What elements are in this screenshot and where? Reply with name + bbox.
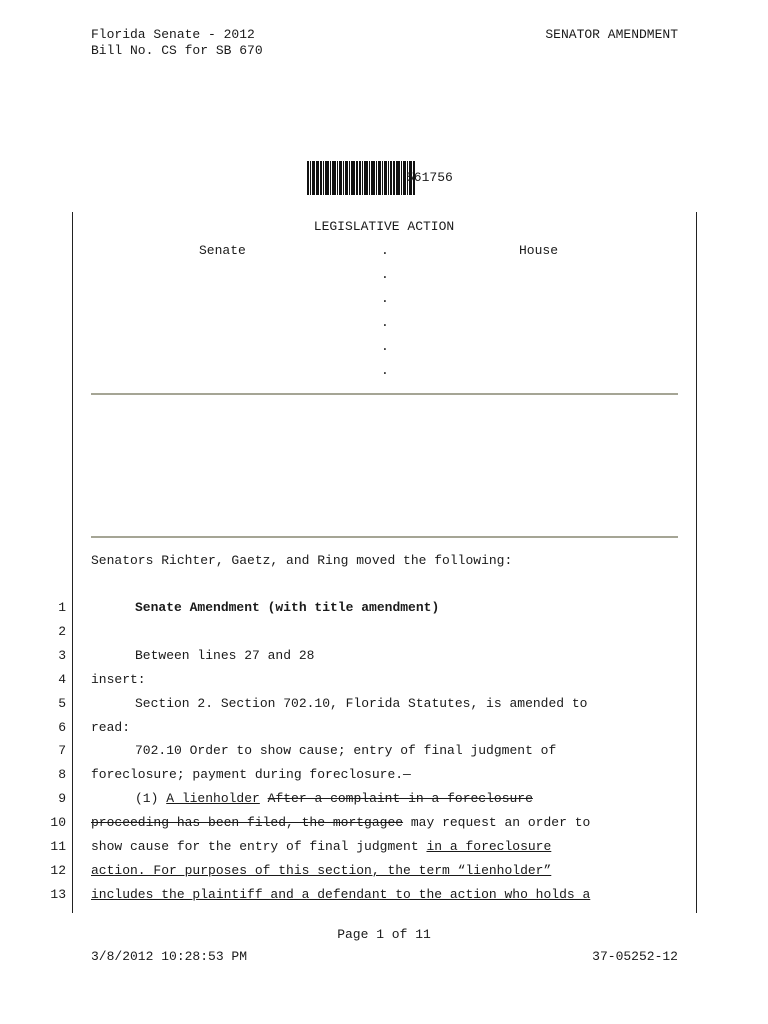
barcode-bar bbox=[327, 161, 329, 195]
barcode-bar bbox=[372, 161, 375, 195]
page-number: Page 1 of 11 bbox=[337, 927, 431, 942]
text-segment: show cause for the entry of final judgment bbox=[91, 839, 427, 854]
text-segment: Section 2. Section 702.10, Florida Statutes, is amended to bbox=[135, 695, 588, 711]
inserted-text: in a foreclosure bbox=[426, 839, 552, 854]
line-number: 10 bbox=[50, 815, 66, 831]
senate-year: Florida Senate - 2012 bbox=[91, 27, 255, 42]
action-dot: . bbox=[381, 291, 389, 306]
amendment-line bbox=[0, 863, 768, 887]
house-label: House bbox=[519, 243, 559, 258]
barcode-bar bbox=[391, 161, 392, 195]
amendment-line bbox=[0, 839, 768, 863]
legislative-action-title: LEGISLATIVE ACTION bbox=[313, 219, 455, 234]
line-text bbox=[91, 720, 130, 736]
text-segment bbox=[260, 791, 268, 806]
amendment-line bbox=[0, 696, 768, 720]
line-text bbox=[135, 743, 556, 759]
text-segment: insert: bbox=[91, 671, 146, 687]
line-number: 4 bbox=[58, 671, 66, 687]
line-number: 2 bbox=[58, 623, 66, 639]
amendment-line bbox=[0, 887, 768, 911]
amendment-line bbox=[0, 743, 768, 767]
line-number: 3 bbox=[58, 647, 66, 663]
inserted-text: includes the plaintiff and a defendant to the action who holds a bbox=[91, 886, 591, 902]
line-text bbox=[91, 815, 590, 831]
senate-label: Senate bbox=[199, 243, 246, 258]
action-dot: . bbox=[381, 363, 389, 378]
line-number: 8 bbox=[58, 767, 66, 783]
text-segment: 702.10 Order to show cause; entry of final judgment of bbox=[135, 743, 557, 759]
document-id: 37-05252-12 bbox=[592, 949, 678, 964]
barcode-bar bbox=[385, 161, 387, 195]
line-number: 6 bbox=[58, 719, 66, 735]
amendment-line bbox=[0, 815, 768, 839]
action-dot: . bbox=[381, 243, 389, 258]
amendment-line bbox=[0, 624, 768, 648]
line-text bbox=[91, 672, 146, 688]
barcode-number: 561756 bbox=[406, 170, 453, 185]
text-segment: (1) bbox=[135, 791, 167, 807]
struck-text: proceeding has been filed, the mortgagee bbox=[91, 815, 404, 831]
barcode-bar bbox=[354, 161, 355, 195]
line-number: 1 bbox=[58, 600, 66, 615]
line-text bbox=[135, 648, 314, 664]
line-number: 12 bbox=[50, 862, 66, 878]
barcode bbox=[307, 161, 416, 195]
text-segment: read: bbox=[91, 719, 131, 735]
line-text bbox=[91, 863, 551, 879]
divider bbox=[91, 393, 678, 395]
amendment-line bbox=[0, 600, 768, 624]
text-segment: foreclosure; payment during foreclosure.— bbox=[91, 767, 411, 783]
line-text bbox=[135, 600, 439, 616]
barcode-bar bbox=[335, 161, 336, 195]
line-number: 13 bbox=[50, 886, 66, 902]
line-text bbox=[135, 696, 587, 712]
action-dot: . bbox=[381, 315, 389, 330]
line-number: 5 bbox=[58, 695, 66, 711]
amendment-line bbox=[0, 672, 768, 696]
bill-number: Bill No. CS for SB 670 bbox=[91, 43, 263, 58]
amendment-line bbox=[0, 720, 768, 744]
inserted-text: action. For purposes of this section, the term “lienholder” bbox=[91, 862, 552, 878]
struck-text: After a complaint in a foreclosure bbox=[267, 791, 533, 807]
action-dot: . bbox=[381, 339, 389, 354]
movers-statement: Senators Richter, Gaetz, and Ring moved the following: bbox=[91, 553, 513, 568]
barcode-bar bbox=[321, 161, 322, 195]
barcode-bar bbox=[366, 161, 368, 195]
line-number: 11 bbox=[50, 839, 66, 854]
inserted-text: A lienholder bbox=[166, 791, 260, 807]
text-segment: Between lines 27 and 28 bbox=[135, 647, 315, 663]
line-text bbox=[91, 767, 411, 783]
line-number: 9 bbox=[58, 791, 66, 807]
divider bbox=[91, 536, 678, 538]
barcode-bar bbox=[347, 161, 348, 195]
barcode-bar bbox=[307, 161, 309, 195]
barcode-bar bbox=[397, 161, 400, 195]
line-text bbox=[91, 839, 551, 855]
amendment-line bbox=[0, 791, 768, 815]
action-dot: . bbox=[381, 267, 389, 282]
line-text bbox=[135, 791, 533, 807]
timestamp: 3/8/2012 10:28:53 PM bbox=[91, 949, 248, 964]
line-text bbox=[91, 887, 590, 903]
text-segment: Senate Amendment (with title amendment) bbox=[135, 600, 440, 615]
bill-header bbox=[91, 27, 263, 59]
barcode-bar bbox=[379, 161, 381, 195]
text-segment: may request an order to bbox=[403, 815, 591, 831]
barcode-bar bbox=[360, 161, 361, 195]
barcode-bar bbox=[313, 161, 315, 195]
barcode-bar bbox=[341, 161, 342, 195]
amendment-type: SENATOR AMENDMENT bbox=[545, 27, 678, 42]
line-number: 7 bbox=[58, 743, 66, 759]
amendment-line bbox=[0, 648, 768, 672]
amendment-line bbox=[0, 767, 768, 791]
